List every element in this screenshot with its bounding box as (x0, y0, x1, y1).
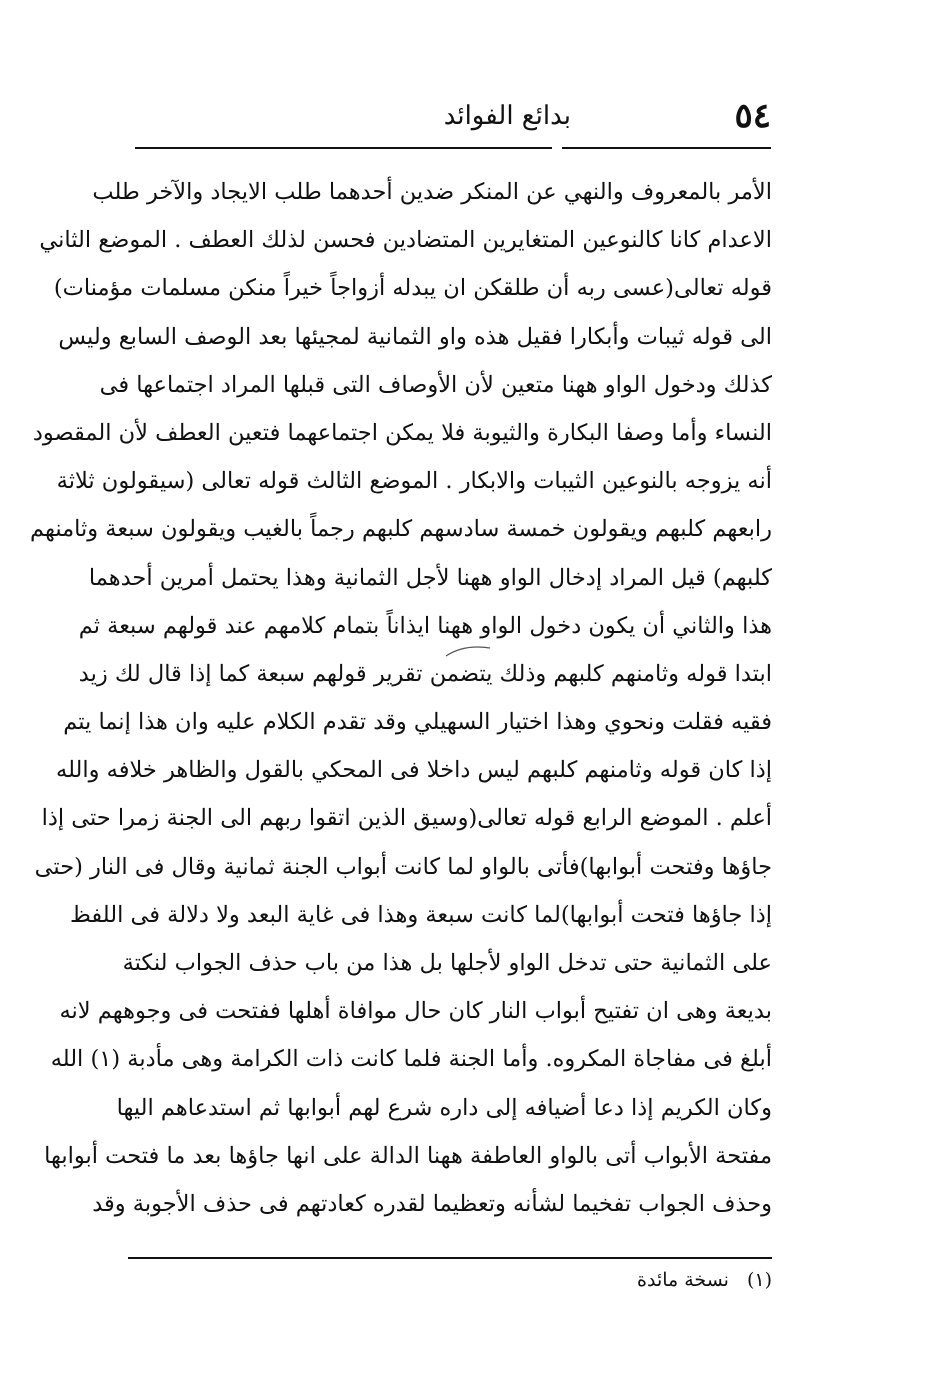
body-text (29, 168, 772, 1228)
text-line: كلبهم) قيل المراد إدخال الواو ههنا لأجل الثمانية وهذا يحتمل أمرين أحدهما (88, 564, 772, 591)
footnote-rule (128, 1257, 772, 1259)
text-line: كذلك ودخول الواو ههنا متعين لأن الأوصاف التى قبلها المراد اجتماعها فى (99, 371, 772, 398)
running-title: بدائع الفوائد (443, 101, 571, 131)
text-line: إذا كان قوله وثامنهم كلبهم ليس داخلا فى المحكي بالقول والظاهر خلافه والله (56, 757, 772, 784)
text-line: أعلم . الموضع الرابع قوله تعالى(وسيق الذين اتقوا ربهم الى الجنة زمرا حتى إذا (41, 805, 772, 832)
text-line: هذا والثاني أن يكون دخول الواو ههنا ايذاناً بتمام كلامهم عند قولهم سبعة ثم (78, 612, 772, 639)
text-line: وحذف الجواب تفخيما لشأنه وتعظيما لقدره كعادتهم فى حذف الأجوبة وقد (92, 1190, 772, 1217)
text-line: على الثمانية حتى تدخل الواو لأجلها بل هذا من باب حذف الجواب لنكتة (122, 950, 772, 976)
header-rule-gap (552, 145, 562, 151)
page-header (135, 92, 771, 140)
text-line: رابعهم كلبهم ويقولون خمسة سادسهم كلبهم رجماً بالغيب ويقولون سبعة وثامنهم (29, 516, 772, 543)
text-line: مفتحة الأبواب أتى بالواو العاطفة ههنا الدالة على انها جاؤها بعد ما فتحت أبوابها (44, 1142, 772, 1169)
footnote-text: نسخة مائدة (637, 1269, 729, 1291)
text-line: بديعة وهى ان تفتيح أبواب النار كان حال موافاة أهلها ففتحت فى وجوههم لانه (59, 998, 772, 1025)
text-line: جاؤها وفتحت أبوابها)فأتى بالواو لما كانت أبواب الجنة ثمانية وقال فى النار (حتى (34, 853, 772, 880)
text-line: الى قوله ثيبات وأبكارا فقيل هذه واو الثمانية لمجيئها بعد الوصف السابع وليس (58, 323, 772, 350)
text-line: ابتدا قوله وثامنهم كلبهم وذلك يتضمن تقرير قولهم سبعة كما إذا قال لك زيد (78, 660, 772, 687)
text-line: أنه يزوجه بالنوعين الثيبات والابكار . الموضع الثالث قوله تعالى (سيقولون ثلاثة (56, 468, 772, 495)
text-line: إذا جاؤها فتحت أبوابها)لما كانت سبعة وهذا فى غاية البعد ولا دلالة فى اللفظ (70, 901, 772, 928)
text-line: الاعدام كانا كالنوعين المتغايرين المتضادين فحسن لذلك العطف . الموضع الثاني (39, 227, 772, 254)
text-line: فقيه فقلت ونحوي وهذا اختيار السهيلي وقد تقدم الكلام عليه وان هذا إنما يتم (63, 709, 772, 736)
text-line: النساء وأما وصفا البكارة والثيوبة فلا يمكن اجتماعهما فتعين العطف لأن المقصود (32, 419, 772, 446)
header-rule (135, 147, 771, 149)
text-line: قوله تعالى(عسى ربه أن طلقكن ان يبدله أزواجاً خيراً منكن مسلمات مؤمنات) (53, 275, 772, 302)
pen-mark (444, 642, 492, 660)
footnote (637, 1266, 772, 1294)
footnote-marker: (١) (746, 1269, 772, 1291)
text-line: أبلغ فى مفاجاة المكروه. وأما الجنة فلما كانت ذات الكرامة وهى مأدبة (١) الله (50, 1046, 772, 1073)
text-line: الأمر بالمعروف والنهي عن المنكر ضدين أحدهما طلب الايجاد والآخر طلب (92, 179, 772, 205)
page-number: ٥٤ (734, 96, 771, 136)
text-line: وكان الكريم إذا دعا أضيافه إلى داره شرع لهم أبوابها ثم استدعاهم اليها (116, 1094, 772, 1121)
